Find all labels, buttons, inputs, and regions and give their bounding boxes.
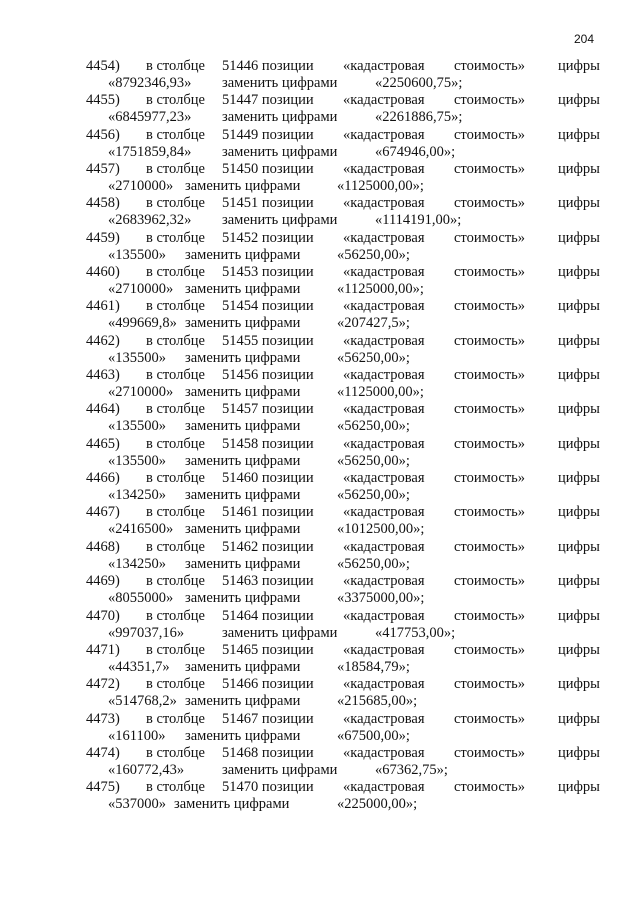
- new-value: «1125000,00»;: [337, 281, 424, 298]
- new-value: «225000,00»;: [337, 796, 418, 813]
- amendment-line-2: [0, 384, 639, 401]
- amendment-entry: [0, 711, 639, 745]
- amendment-entry: [0, 161, 639, 195]
- entry-number: 4462): [86, 332, 120, 349]
- amendment-entry: [0, 333, 639, 367]
- amendment-line-1: [0, 161, 639, 178]
- amendment-line-1: [0, 504, 639, 521]
- replace-phrase: заменить цифрами: [185, 693, 301, 710]
- old-value: «2710000»: [108, 384, 174, 401]
- value-word: стоимость»: [454, 229, 526, 246]
- value-word: стоимость»: [454, 573, 526, 590]
- cadastral-word: «кадастровая: [343, 298, 425, 315]
- old-value: «2710000»: [108, 281, 174, 298]
- amendment-line-2: [0, 693, 639, 710]
- cadastral-word: «кадастровая: [343, 367, 425, 384]
- amendment-line-1: [0, 401, 639, 418]
- new-value: «18584,79»;: [337, 658, 410, 675]
- new-value: «1012500,00»;: [337, 521, 425, 538]
- cadastral-word: «кадастровая: [343, 92, 425, 109]
- replace-phrase: заменить цифрами: [185, 555, 301, 572]
- amendment-entry: [0, 642, 639, 676]
- replace-phrase: заменить цифрами: [222, 143, 338, 160]
- value-word: стоимость»: [454, 195, 526, 212]
- digits-word: цифры: [558, 298, 600, 315]
- amendment-line-2: [0, 212, 639, 229]
- replace-phrase: заменить цифрами: [222, 212, 338, 229]
- digits-word: цифры: [558, 641, 600, 658]
- entry-number: 4465): [86, 435, 120, 452]
- digits-word: цифры: [558, 401, 600, 418]
- new-value: «1125000,00»;: [337, 178, 424, 195]
- new-value: «3375000,00»;: [337, 590, 425, 607]
- position-ref: 51466 позиции: [222, 676, 314, 693]
- amendment-line-2: [0, 144, 639, 161]
- amendment-entry: [0, 676, 639, 710]
- position-ref: 51450 позиции: [222, 161, 314, 178]
- value-word: стоимость»: [454, 676, 526, 693]
- position-ref: 51467 позиции: [222, 710, 314, 727]
- replace-phrase: заменить цифрами: [222, 109, 338, 126]
- entry-number: 4467): [86, 504, 120, 521]
- amendment-line-1: [0, 333, 639, 350]
- amendment-entry: [0, 608, 639, 642]
- value-word: стоимость»: [454, 126, 526, 143]
- amendment-line-2: [0, 590, 639, 607]
- value-word: стоимость»: [454, 710, 526, 727]
- position-ref: 51446 позиции: [222, 58, 314, 74]
- amendment-entry: [0, 539, 639, 573]
- position-ref: 51452 позиции: [222, 229, 314, 246]
- old-value: «161100»: [108, 727, 166, 744]
- digits-word: цифры: [558, 744, 600, 761]
- old-value: «537000»: [108, 796, 166, 813]
- amendment-line-2: [0, 521, 639, 538]
- position-ref: 51458 позиции: [222, 435, 314, 452]
- replace-phrase: заменить цифрами: [185, 246, 301, 263]
- amendment-entry: [0, 745, 639, 779]
- position-ref: 51455 позиции: [222, 332, 314, 349]
- digits-word: цифры: [558, 779, 600, 796]
- replace-phrase: заменить цифрами: [222, 75, 338, 91]
- position-ref: 51454 позиции: [222, 298, 314, 315]
- amendment-line-1: [0, 195, 639, 212]
- entry-number: 4471): [86, 641, 120, 658]
- column-ref: в столбце: [146, 744, 205, 761]
- page-number: 204: [574, 32, 595, 46]
- position-ref: 51451 позиции: [222, 195, 314, 212]
- amendment-line-2: [0, 487, 639, 504]
- column-ref: в столбце: [146, 195, 205, 212]
- new-value: «56250,00»;: [337, 246, 410, 263]
- amendment-entry: [0, 298, 639, 332]
- old-value: «997037,16»: [108, 624, 185, 641]
- amendment-line-1: [0, 676, 639, 693]
- cadastral-word: «кадастровая: [343, 538, 425, 555]
- amendment-line-1: [0, 436, 639, 453]
- replace-phrase: заменить цифрами: [185, 384, 301, 401]
- entry-number: 4468): [86, 538, 120, 555]
- column-ref: в столбце: [146, 641, 205, 658]
- amendment-entry: [0, 58, 639, 92]
- cadastral-word: «кадастровая: [343, 470, 425, 487]
- digits-word: цифры: [558, 161, 600, 178]
- new-value: «417753,00»;: [375, 624, 456, 641]
- amendment-line-2: [0, 625, 639, 642]
- column-ref: в столбце: [146, 470, 205, 487]
- replace-phrase: заменить цифрами: [185, 658, 301, 675]
- amendment-line-2: [0, 796, 639, 813]
- value-word: стоимость»: [454, 332, 526, 349]
- value-word: стоимость»: [454, 264, 526, 281]
- new-value: «2261886,75»;: [375, 109, 463, 126]
- entry-number: 4461): [86, 298, 120, 315]
- position-ref: 51461 позиции: [222, 504, 314, 521]
- amendment-entry: [0, 436, 639, 470]
- old-value: «8055000»: [108, 590, 174, 607]
- cadastral-word: «кадастровая: [343, 641, 425, 658]
- entry-number: 4466): [86, 470, 120, 487]
- digits-word: цифры: [558, 710, 600, 727]
- digits-word: цифры: [558, 126, 600, 143]
- amendment-line-1: [0, 539, 639, 556]
- column-ref: в столбце: [146, 126, 205, 143]
- amendment-line-1: [0, 470, 639, 487]
- old-value: «499669,8»: [108, 315, 177, 332]
- column-ref: в столбце: [146, 367, 205, 384]
- value-word: стоимость»: [454, 641, 526, 658]
- old-value: «135500»: [108, 349, 166, 366]
- entry-number: 4474): [86, 744, 120, 761]
- amendment-line-2: [0, 659, 639, 676]
- value-word: стоимость»: [454, 92, 526, 109]
- entry-number: 4456): [86, 126, 120, 143]
- value-word: стоимость»: [454, 538, 526, 555]
- cadastral-word: «кадастровая: [343, 744, 425, 761]
- amendment-entry: [0, 401, 639, 435]
- old-value: «134250»: [108, 487, 166, 504]
- column-ref: в столбце: [146, 504, 205, 521]
- entry-number: 4472): [86, 676, 120, 693]
- entry-number: 4470): [86, 607, 120, 624]
- position-ref: 51457 позиции: [222, 401, 314, 418]
- digits-word: цифры: [558, 573, 600, 590]
- old-value: «135500»: [108, 418, 166, 435]
- amendment-line-1: [0, 642, 639, 659]
- amendment-line-2: [0, 418, 639, 435]
- amendment-line-1: [0, 58, 639, 75]
- replace-phrase: заменить цифрами: [185, 521, 301, 538]
- column-ref: в столбце: [146, 779, 205, 796]
- position-ref: 51462 позиции: [222, 538, 314, 555]
- value-word: стоимость»: [454, 779, 526, 796]
- cadastral-word: «кадастровая: [343, 435, 425, 452]
- entry-number: 4475): [86, 779, 120, 796]
- entry-number: 4457): [86, 161, 120, 178]
- new-value: «56250,00»;: [337, 349, 410, 366]
- entry-number: 4469): [86, 573, 120, 590]
- amendment-entry: [0, 127, 639, 161]
- replace-phrase: заменить цифрами: [185, 487, 301, 504]
- amendment-line-1: [0, 779, 639, 796]
- digits-word: цифры: [558, 58, 600, 74]
- entry-number: 4455): [86, 92, 120, 109]
- new-value: «56250,00»;: [337, 555, 410, 572]
- digits-word: цифры: [558, 538, 600, 555]
- cadastral-word: «кадастровая: [343, 676, 425, 693]
- replace-phrase: заменить цифрами: [174, 796, 290, 813]
- old-value: «514768,2»: [108, 693, 177, 710]
- column-ref: в столбце: [146, 298, 205, 315]
- digits-word: цифры: [558, 435, 600, 452]
- amendment-line-2: [0, 281, 639, 298]
- replace-phrase: заменить цифрами: [185, 418, 301, 435]
- new-value: «56250,00»;: [337, 452, 410, 469]
- position-ref: 51453 позиции: [222, 264, 314, 281]
- amendment-line-2: [0, 178, 639, 195]
- entry-number: 4464): [86, 401, 120, 418]
- value-word: стоимость»: [454, 435, 526, 452]
- amendment-line-2: [0, 247, 639, 264]
- amendment-line-1: [0, 608, 639, 625]
- column-ref: в столбце: [146, 710, 205, 727]
- value-word: стоимость»: [454, 607, 526, 624]
- amendment-line-1: [0, 127, 639, 144]
- digits-word: цифры: [558, 676, 600, 693]
- column-ref: в столбце: [146, 264, 205, 281]
- column-ref: в столбце: [146, 573, 205, 590]
- amendment-line-2: [0, 315, 639, 332]
- replace-phrase: заменить цифрами: [185, 349, 301, 366]
- value-word: стоимость»: [454, 367, 526, 384]
- amendment-list: [0, 58, 639, 814]
- value-word: стоимость»: [454, 401, 526, 418]
- replace-phrase: заменить цифрами: [222, 761, 338, 778]
- value-word: стоимость»: [454, 470, 526, 487]
- column-ref: в столбце: [146, 161, 205, 178]
- cadastral-word: «кадастровая: [343, 58, 425, 74]
- digits-word: цифры: [558, 367, 600, 384]
- replace-phrase: заменить цифрами: [185, 315, 301, 332]
- position-ref: 51465 позиции: [222, 641, 314, 658]
- old-value: «6845977,23»: [108, 109, 192, 126]
- column-ref: в столбце: [146, 676, 205, 693]
- amendment-entry: [0, 779, 639, 813]
- amendment-line-2: [0, 762, 639, 779]
- position-ref: 51447 позиции: [222, 92, 314, 109]
- amendment-line-2: [0, 109, 639, 126]
- value-word: стоимость»: [454, 58, 526, 74]
- value-word: стоимость»: [454, 298, 526, 315]
- position-ref: 51463 позиции: [222, 573, 314, 590]
- old-value: «2416500»: [108, 521, 174, 538]
- old-value: «160772,43»: [108, 761, 185, 778]
- new-value: «56250,00»;: [337, 418, 410, 435]
- new-value: «1114191,00»;: [375, 212, 462, 229]
- cadastral-word: «кадастровая: [343, 161, 425, 178]
- column-ref: в столбце: [146, 229, 205, 246]
- old-value: «135500»: [108, 452, 166, 469]
- old-value: «2683962,32»: [108, 212, 192, 229]
- new-value: «207427,5»;: [337, 315, 410, 332]
- value-word: стоимость»: [454, 161, 526, 178]
- column-ref: в столбце: [146, 435, 205, 452]
- digits-word: цифры: [558, 264, 600, 281]
- new-value: «674946,00»;: [375, 143, 456, 160]
- amendment-entry: [0, 367, 639, 401]
- amendment-entry: [0, 573, 639, 607]
- entry-number: 4459): [86, 229, 120, 246]
- amendment-line-1: [0, 230, 639, 247]
- cadastral-word: «кадастровая: [343, 779, 425, 796]
- old-value: «8792346,93»: [108, 75, 192, 91]
- replace-phrase: заменить цифрами: [185, 452, 301, 469]
- column-ref: в столбце: [146, 538, 205, 555]
- position-ref: 51456 позиции: [222, 367, 314, 384]
- digits-word: цифры: [558, 332, 600, 349]
- digits-word: цифры: [558, 92, 600, 109]
- cadastral-word: «кадастровая: [343, 264, 425, 281]
- replace-phrase: заменить цифрами: [185, 590, 301, 607]
- amendment-line-1: [0, 573, 639, 590]
- amendment-entry: [0, 195, 639, 229]
- amendment-line-2: [0, 75, 639, 92]
- replace-phrase: заменить цифрами: [185, 727, 301, 744]
- entry-number: 4454): [86, 58, 120, 74]
- amendment-line-1: [0, 745, 639, 762]
- column-ref: в столбце: [146, 92, 205, 109]
- digits-word: цифры: [558, 607, 600, 624]
- replace-phrase: заменить цифрами: [222, 624, 338, 641]
- amendment-line-1: [0, 298, 639, 315]
- entry-number: 4463): [86, 367, 120, 384]
- amendment-entry: [0, 92, 639, 126]
- digits-word: цифры: [558, 504, 600, 521]
- cadastral-word: «кадастровая: [343, 401, 425, 418]
- cadastral-word: «кадастровая: [343, 573, 425, 590]
- amendment-line-2: [0, 556, 639, 573]
- amendment-entry: [0, 504, 639, 538]
- new-value: «67362,75»;: [375, 761, 448, 778]
- cadastral-word: «кадастровая: [343, 710, 425, 727]
- digits-word: цифры: [558, 470, 600, 487]
- amendment-line-1: [0, 264, 639, 281]
- old-value: «44351,7»: [108, 658, 170, 675]
- new-value: «67500,00»;: [337, 727, 410, 744]
- new-value: «2250600,75»;: [375, 75, 463, 91]
- replace-phrase: заменить цифрами: [185, 178, 301, 195]
- amendment-entry: [0, 264, 639, 298]
- amendment-line-2: [0, 728, 639, 745]
- entry-number: 4460): [86, 264, 120, 281]
- cadastral-word: «кадастровая: [343, 126, 425, 143]
- new-value: «56250,00»;: [337, 487, 410, 504]
- old-value: «2710000»: [108, 178, 174, 195]
- position-ref: 51468 позиции: [222, 744, 314, 761]
- column-ref: в столбце: [146, 607, 205, 624]
- old-value: «135500»: [108, 246, 166, 263]
- amendment-line-1: [0, 711, 639, 728]
- cadastral-word: «кадастровая: [343, 229, 425, 246]
- cadastral-word: «кадастровая: [343, 504, 425, 521]
- amendment-line-2: [0, 453, 639, 470]
- position-ref: 51460 позиции: [222, 470, 314, 487]
- old-value: «134250»: [108, 555, 166, 572]
- column-ref: в столбце: [146, 401, 205, 418]
- digits-word: цифры: [558, 229, 600, 246]
- amendment-line-1: [0, 367, 639, 384]
- amendment-line-1: [0, 92, 639, 109]
- position-ref: 51464 позиции: [222, 607, 314, 624]
- value-word: стоимость»: [454, 504, 526, 521]
- old-value: «1751859,84»: [108, 143, 192, 160]
- column-ref: в столбце: [146, 332, 205, 349]
- entry-number: 4473): [86, 710, 120, 727]
- position-ref: 51470 позиции: [222, 779, 314, 796]
- digits-word: цифры: [558, 195, 600, 212]
- entry-number: 4458): [86, 195, 120, 212]
- amendment-entry: [0, 230, 639, 264]
- cadastral-word: «кадастровая: [343, 607, 425, 624]
- position-ref: 51449 позиции: [222, 126, 314, 143]
- column-ref: в столбце: [146, 58, 205, 74]
- cadastral-word: «кадастровая: [343, 195, 425, 212]
- new-value: «1125000,00»;: [337, 384, 424, 401]
- amendment-entry: [0, 470, 639, 504]
- cadastral-word: «кадастровая: [343, 332, 425, 349]
- value-word: стоимость»: [454, 744, 526, 761]
- amendment-line-2: [0, 350, 639, 367]
- new-value: «215685,00»;: [337, 693, 418, 710]
- replace-phrase: заменить цифрами: [185, 281, 301, 298]
